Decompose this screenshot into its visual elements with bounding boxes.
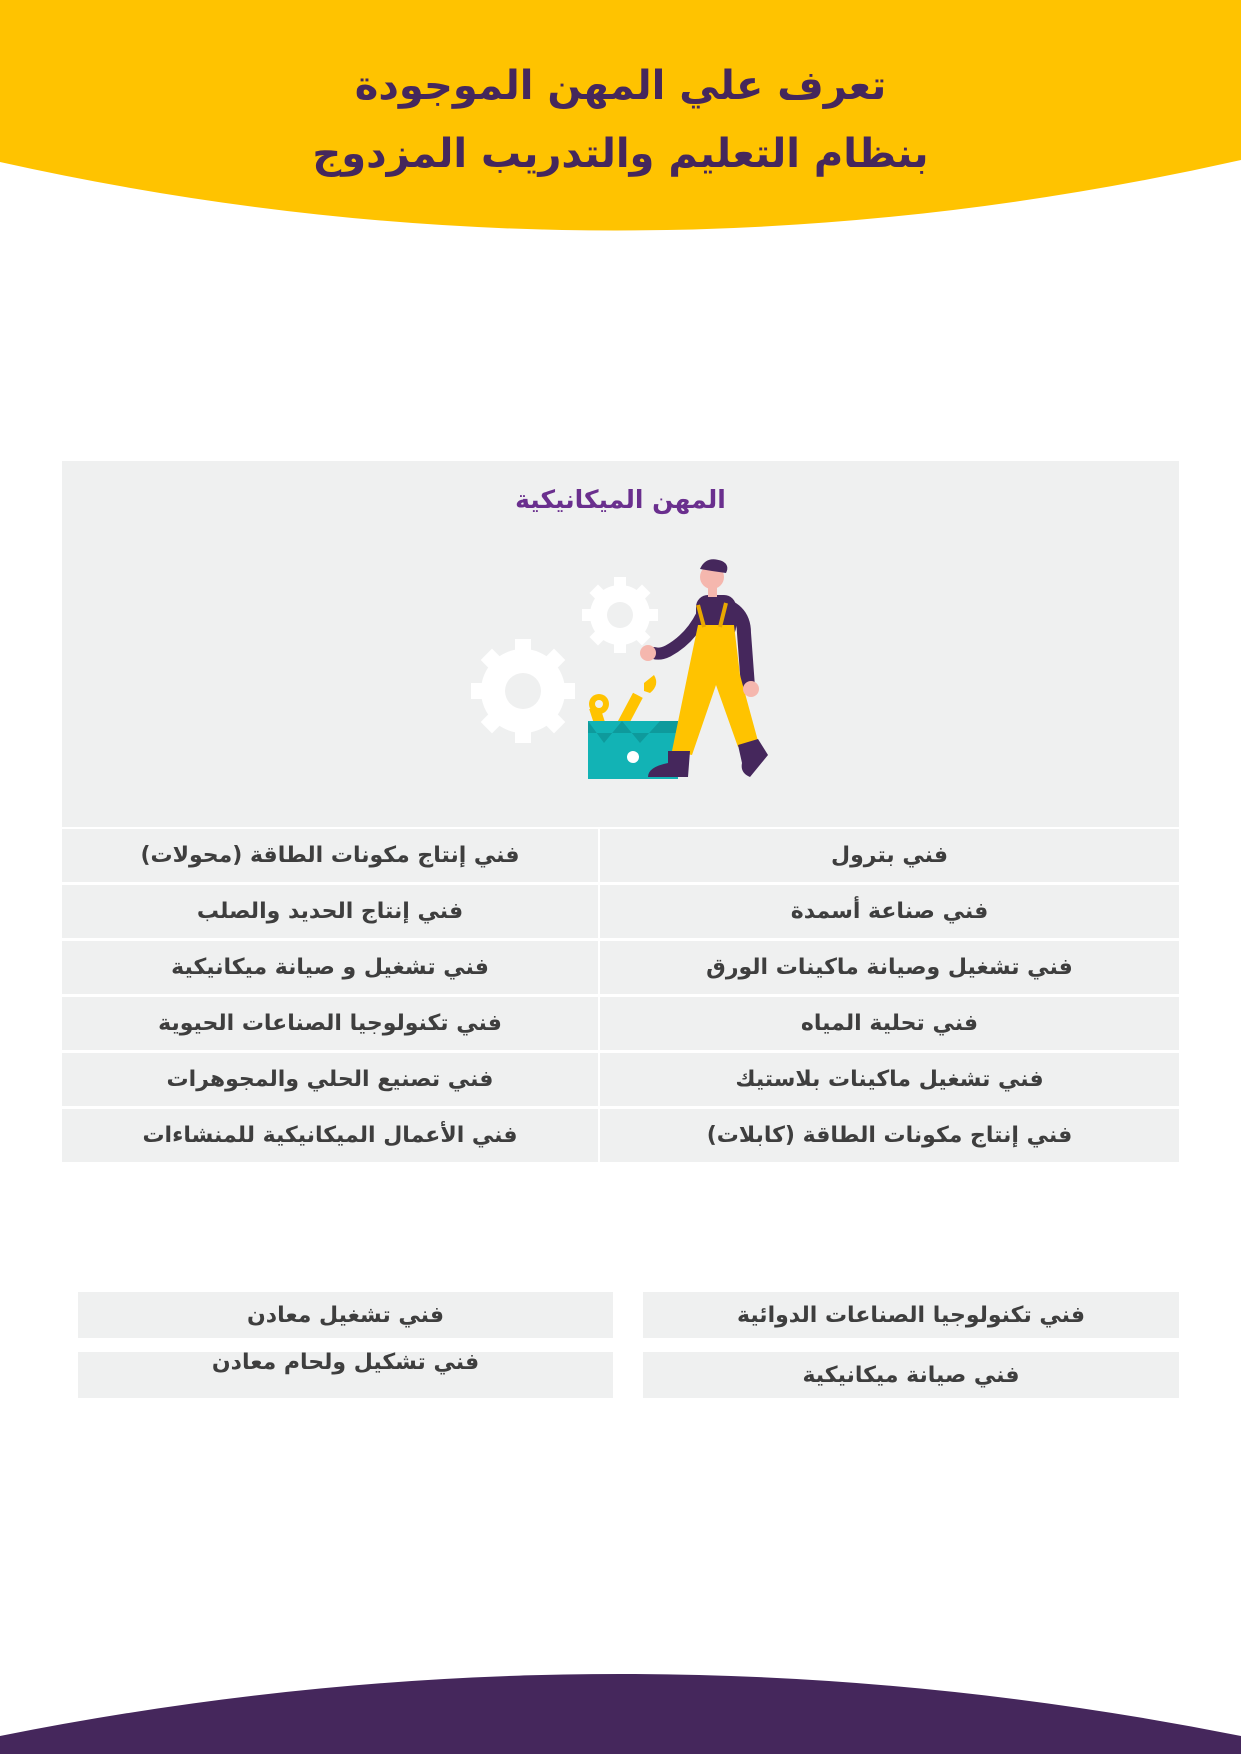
table-cell: فني تشغيل وصيانة ماكينات الورق (600, 941, 1179, 994)
table-cell: فني الأعمال الميكانيكية للمنشاءات (62, 1109, 598, 1162)
extra-profession-box: فني تشكيل ولحام معادن (78, 1352, 613, 1398)
extra-profession-box: فني تكنولوجيا الصناعات الدوائية (643, 1292, 1179, 1338)
table-cell: فني تشغيل و صيانة ميكانيكية (62, 941, 598, 994)
extra-profession-box: فني تشغيل معادن (78, 1292, 613, 1338)
table-cell: فني تشغيل ماكينات بلاستيك (600, 1053, 1179, 1106)
table-cell: فني تحلية المياه (600, 997, 1179, 1050)
table-cell: فني صناعة أسمدة (600, 885, 1179, 938)
mechanic-illustration (468, 555, 788, 779)
table-cell: فني بترول (600, 829, 1179, 882)
professions-table (62, 829, 1179, 1162)
table-cell: فني تكنولوجيا الصناعات الحيوية (62, 997, 598, 1050)
extra-profession-box: فني صيانة ميكانيكية (643, 1352, 1179, 1398)
bottom-banner (0, 1672, 1241, 1754)
table-cell: فني إنتاج مكونات الطاقة (محولات) (62, 829, 598, 882)
table-cell: فني إنتاج الحديد والصلب (62, 885, 598, 938)
section-title: المهن الميكانيكية (515, 485, 726, 514)
page-title-line-1: تعرف علي المهن الموجودة (354, 63, 887, 109)
page-title-line-2: بنظام التعليم والتدريب المزدوج (312, 131, 929, 177)
mechanical-section-panel (62, 461, 1179, 827)
table-cell: فني تصنيع الحلي والمجوهرات (62, 1053, 598, 1106)
mechanic-with-toolbox-icon (468, 555, 788, 779)
table-cell: فني إنتاج مكونات الطاقة (كابلات) (600, 1109, 1179, 1162)
page-title (0, 52, 1241, 188)
